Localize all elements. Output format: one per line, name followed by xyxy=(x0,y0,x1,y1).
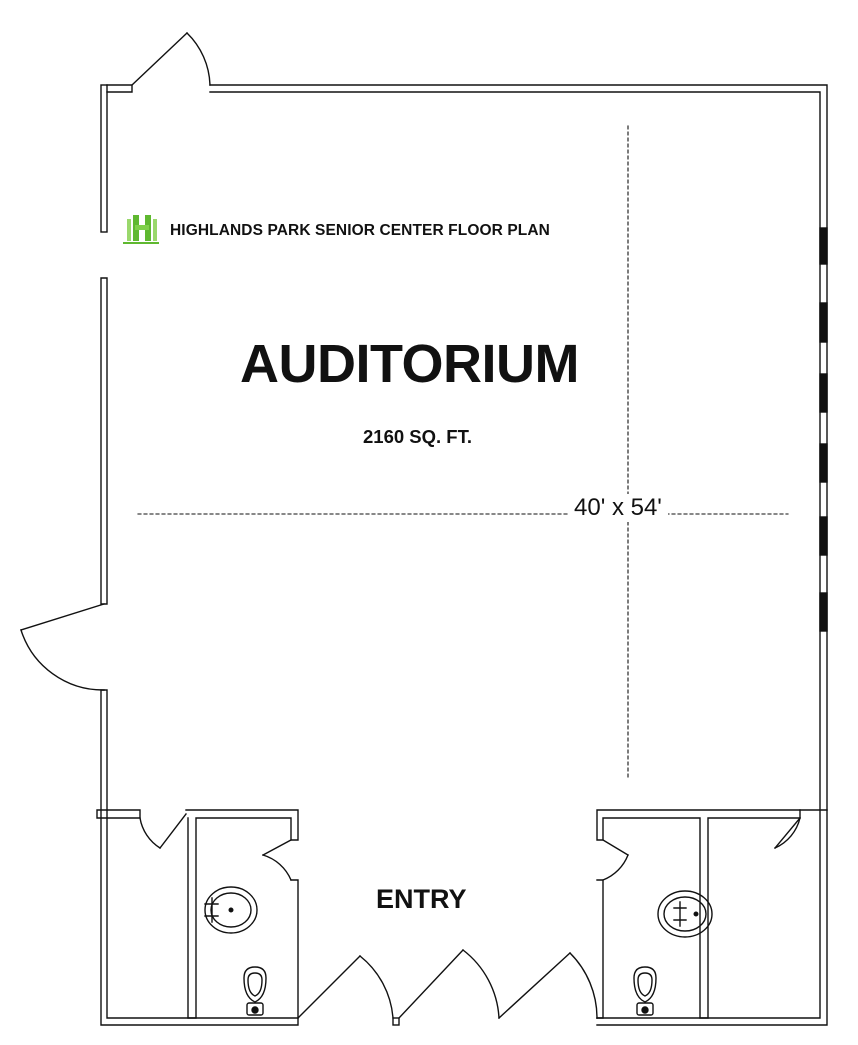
door-left xyxy=(21,604,104,690)
room-area: 2160 SQ. FT. xyxy=(363,426,472,447)
entry-label: ENTRY xyxy=(376,884,467,914)
sink-left-icon xyxy=(205,887,257,933)
toilet-right-icon xyxy=(634,967,656,1015)
left-wall-middle xyxy=(101,278,107,604)
entry-doors xyxy=(298,950,597,1025)
room-dimensions: 40' x 54' xyxy=(568,494,668,522)
restroom-left xyxy=(97,810,298,1018)
toilet-left-icon xyxy=(244,967,266,1015)
left-wall-upper xyxy=(101,85,132,232)
plan-title: HIGHLANDS PARK SENIOR CENTER FLOOR PLAN xyxy=(170,222,550,239)
windows xyxy=(820,228,827,631)
room-name: AUDITORIUM xyxy=(240,334,579,394)
sink-right-icon xyxy=(658,891,712,937)
highlands-park-logo-icon xyxy=(123,213,159,245)
door-top-left xyxy=(132,33,210,85)
